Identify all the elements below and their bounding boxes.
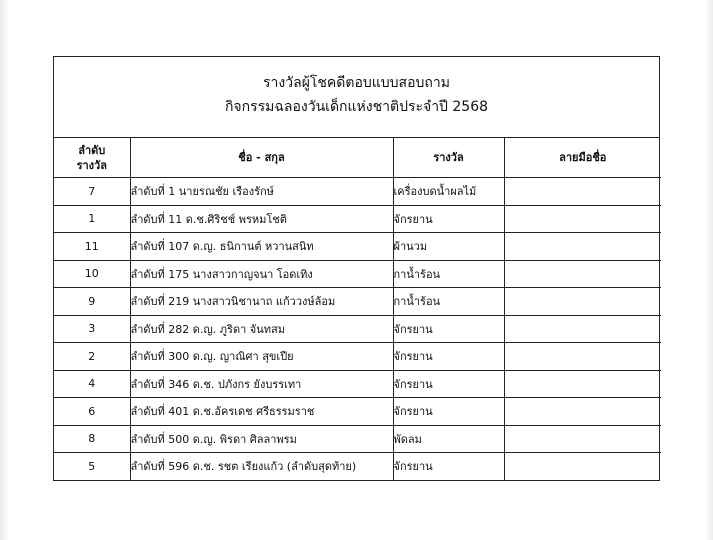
signature-cell — [504, 260, 661, 288]
table-row — [54, 260, 661, 288]
name-cell: ลำดับที่ 346 ด.ช. ปภังกร ยังบรรเทา — [130, 370, 393, 398]
signature-cell — [504, 178, 661, 206]
prize-cell: พัดลม — [393, 425, 504, 453]
table-row — [54, 315, 661, 343]
rank-cell: 9 — [54, 288, 130, 316]
prize-cell: จักรยาน — [393, 398, 504, 426]
rank-cell: 6 — [54, 398, 130, 426]
signature-cell — [504, 425, 661, 453]
name-cell: ลำดับที่ 107 ด.ญ. ธนิกานต์ หวานสนิท — [130, 233, 393, 261]
prize-cell: จักรยาน — [393, 343, 504, 371]
prize-cell: กาน้ำร้อน — [393, 260, 504, 288]
document-title: รางวัลผู้โชคดีตอบแบบสอบถาม — [263, 75, 450, 91]
rank-cell: 4 — [54, 370, 130, 398]
table-row — [54, 453, 661, 480]
table-row — [54, 178, 661, 206]
prize-cell: ผ้านวม — [393, 233, 504, 261]
name-cell: ลำดับที่ 596 ด.ช. รชต เรียงแก้ว (ลำดับสุดท้าย) — [130, 453, 393, 480]
prize-cell: จักรยาน — [393, 370, 504, 398]
name-cell: ลำดับที่ 1 นายรณชัย เรืองรักษ์ — [130, 178, 393, 206]
table-row — [54, 205, 661, 233]
prize-cell: จักรยาน — [393, 315, 504, 343]
table-body — [54, 178, 661, 480]
prize-cell: จักรยาน — [393, 205, 504, 233]
header-rank — [54, 138, 130, 178]
signature-cell — [504, 205, 661, 233]
prize-cell: กาน้ำร้อน — [393, 288, 504, 316]
table-row — [54, 425, 661, 453]
signature-cell — [504, 453, 661, 480]
table-row — [54, 288, 661, 316]
name-cell: ลำดับที่ 11 ด.ช.ศิริชช์ พรหมโชติ — [130, 205, 393, 233]
signature-cell — [504, 233, 661, 261]
prize-cell: จักรยาน — [393, 453, 504, 480]
award-sheet — [53, 56, 660, 481]
header-rank-line1: ลำดับ — [78, 143, 106, 157]
table-row — [54, 233, 661, 261]
awards-table — [54, 138, 661, 480]
page-edge-right — [705, 0, 713, 540]
signature-cell — [504, 398, 661, 426]
name-cell: ลำดับที่ 282 ด.ญ. ภูริดา จันทสม — [130, 315, 393, 343]
rank-cell: 10 — [54, 260, 130, 288]
table-header-row — [54, 138, 661, 178]
signature-cell — [504, 370, 661, 398]
rank-cell: 11 — [54, 233, 130, 261]
rank-cell: 2 — [54, 343, 130, 371]
header-signature: ลายมือชื่อ — [504, 138, 661, 178]
rank-cell: 7 — [54, 178, 130, 206]
title-block — [54, 57, 659, 138]
name-cell: ลำดับที่ 219 นางสาวนิชานาถ แก้ววงษ์ล้อม — [130, 288, 393, 316]
rank-cell: 5 — [54, 453, 130, 480]
table-row — [54, 343, 661, 371]
signature-cell — [504, 288, 661, 316]
name-cell: ลำดับที่ 500 ด.ญ. พิรดา ศิลลาพรม — [130, 425, 393, 453]
name-cell: ลำดับที่ 175 นางสาวกาญจนา โอดเทิง — [130, 260, 393, 288]
signature-cell — [504, 315, 661, 343]
rank-cell: 3 — [54, 315, 130, 343]
header-rank-line2: รางวัล — [76, 158, 107, 172]
rank-cell: 8 — [54, 425, 130, 453]
prize-cell: เครื่องบดน้ำผลไม้ — [393, 178, 504, 206]
header-prize: รางวัล — [393, 138, 504, 178]
document-subtitle: กิจกรรมฉลองวันเด็กแห่งชาติประจำปี 2568 — [224, 99, 489, 115]
table-row — [54, 370, 661, 398]
name-cell: ลำดับที่ 300 ด.ญ. ญาณิศา สุขเปีย — [130, 343, 393, 371]
rank-cell: 1 — [54, 205, 130, 233]
signature-cell — [504, 343, 661, 371]
name-cell: ลำดับที่ 401 ด.ช.อัครเดช ศรีธรรมราช — [130, 398, 393, 426]
header-name: ชื่อ - สกุล — [130, 138, 393, 178]
page-edge-left — [0, 0, 10, 540]
table-row — [54, 398, 661, 426]
